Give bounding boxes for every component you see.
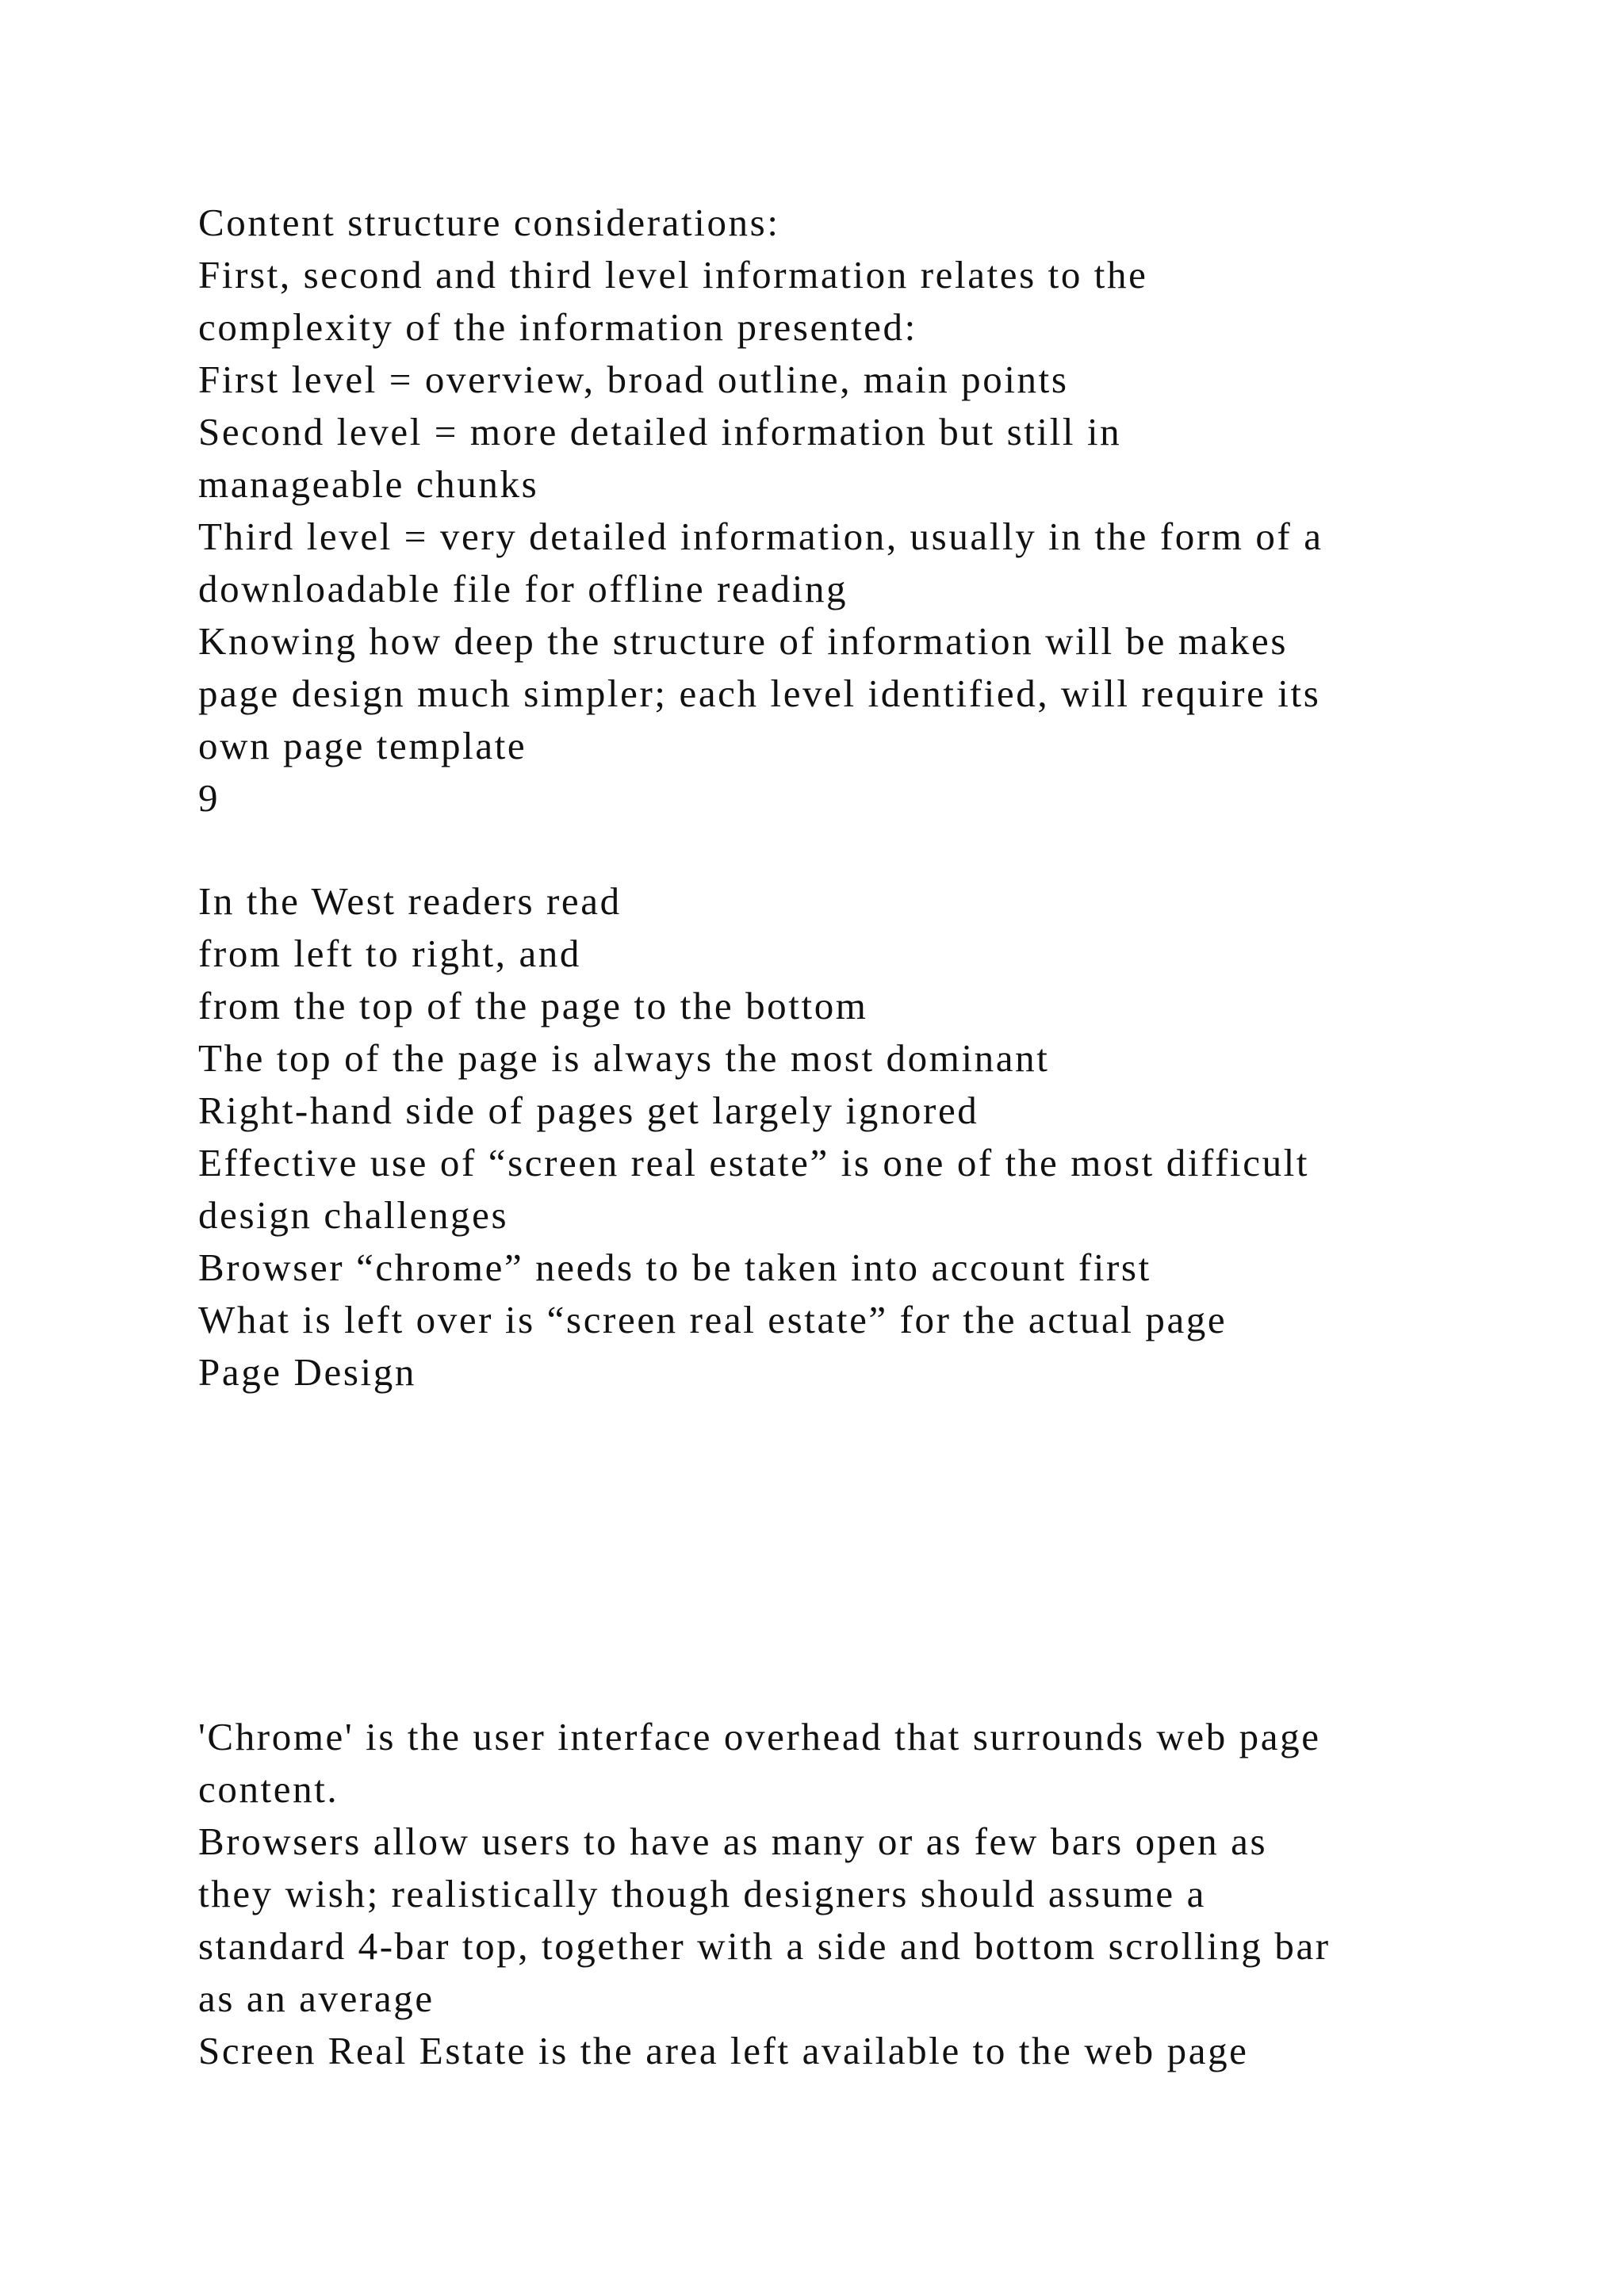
text-line: they wish; realistically though designers should assume a	[198, 1872, 1206, 1915]
text-line: from the top of the page to the bottom	[198, 984, 868, 1027]
text-line: own page template	[198, 724, 527, 767]
text-line: design challenges	[198, 1193, 509, 1237]
section-heading: Content structure considerations:	[198, 201, 780, 244]
text-line: First, second and third level information relates to the	[198, 253, 1148, 297]
section-title: Page Design	[198, 1350, 416, 1394]
content-structure-section	[198, 197, 1323, 825]
text-line: Knowing how deep the structure of information will be makes	[198, 619, 1289, 663]
chrome-section	[198, 1711, 1331, 2077]
text-line: manageable chunks	[198, 462, 539, 506]
text-line: standard 4-bar top, together with a side and bottom scrolling bar	[198, 1924, 1331, 1968]
text-line: The top of the page is always the most dominant	[198, 1036, 1050, 1080]
text-line: Effective use of “screen real estate” is one of the most difficult	[198, 1141, 1310, 1184]
text-line: from left to right, and	[198, 932, 581, 975]
text-line: 'Chrome' is the user interface overhead that surrounds web page	[198, 1715, 1321, 1758]
text-line: Browsers allow users to have as many or as few bars open as	[198, 1820, 1268, 1863]
text-line: as an average	[198, 1976, 435, 2020]
text-line: complexity of the information presented:	[198, 305, 917, 349]
text-line: Browser “chrome” needs to be taken into account first	[198, 1246, 1151, 1289]
text-line: In the West readers read	[198, 879, 622, 923]
text-line: Third level = very detailed information, usually in the form of a	[198, 515, 1323, 558]
text-line: content.	[198, 1767, 339, 1811]
text-line: Right-hand side of pages get largely ignored	[198, 1089, 979, 1132]
text-line: First level = overview, broad outline, main points	[198, 358, 1069, 401]
page-design-section	[198, 875, 1309, 1399]
text-line: What is left over is “screen real estate” for the actual page	[198, 1298, 1228, 1341]
text-line: Screen Real Estate is the area left available to the web page	[198, 2029, 1249, 2072]
text-line: downloadable file for offline reading	[198, 567, 848, 610]
text-line: Second level = more detailed information but still in	[198, 410, 1122, 453]
text-line: page design much simpler; each level identified, will require its	[198, 672, 1321, 715]
page-number: 9	[198, 776, 220, 820]
